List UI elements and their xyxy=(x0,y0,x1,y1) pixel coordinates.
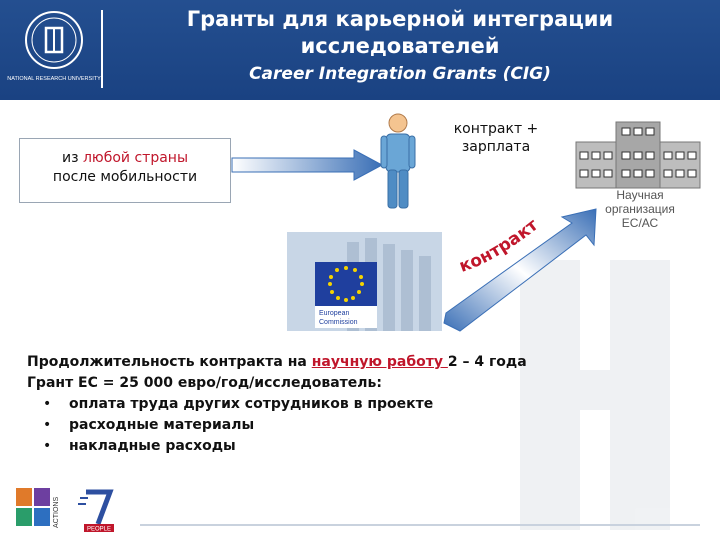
origin-box xyxy=(19,138,231,203)
list-item xyxy=(41,415,677,436)
duration-prefix: Продолжительность контракта на xyxy=(27,354,312,370)
logo-caption: NATIONAL RESEARCH UNIVERSITY xyxy=(7,76,101,82)
logo-separator xyxy=(101,10,103,88)
list-item xyxy=(41,436,677,457)
org-line-3: ЕС/АС xyxy=(621,216,659,230)
ec-logo-line-2: Commission xyxy=(319,319,358,326)
origin-highlight: любой страны xyxy=(82,150,188,166)
org-line-2: организация xyxy=(605,202,675,216)
list-item-text: оплата труда других сотрудников в проекте xyxy=(69,396,434,412)
title-line-2: исследователей xyxy=(300,34,500,58)
cost-list xyxy=(41,394,677,457)
building-icon xyxy=(572,122,704,188)
footer-logos xyxy=(14,484,134,534)
page-subtitle: Career Integration Grants (CIG) xyxy=(249,64,551,84)
duration-line xyxy=(27,352,677,373)
bullet-icon: • xyxy=(43,417,52,433)
research-work-link[interactable]: научную работу xyxy=(311,354,448,370)
origin-prefix: из xyxy=(61,150,83,166)
svg-text:контракт xyxy=(457,215,542,277)
page-title xyxy=(120,6,680,60)
university-logo xyxy=(7,8,101,92)
ec-logo-line-1: European xyxy=(319,310,350,317)
contract-arc-label xyxy=(450,200,560,280)
origin-line-2: после мобильности xyxy=(52,169,198,185)
list-item-text: накладные расходы xyxy=(69,438,236,454)
contract-line-1: контракт + xyxy=(453,121,539,137)
marie-curie-logo xyxy=(16,488,60,528)
organization-label xyxy=(584,188,696,230)
grant-details xyxy=(27,352,677,457)
contract-salary-label xyxy=(426,120,566,156)
mc-actions-text: ACTIONS xyxy=(53,496,60,528)
mobility-arrow xyxy=(232,150,382,180)
list-item-text: расходные материалы xyxy=(69,417,255,433)
bullet-icon: • xyxy=(43,396,52,412)
european-commission-image xyxy=(287,232,442,331)
org-line-1: Научная xyxy=(616,188,664,202)
fp7-logo xyxy=(78,492,114,533)
title-line-1: Гранты для карьерной интеграции xyxy=(186,7,614,31)
contract-arc-text: контракт xyxy=(456,215,542,277)
duration-suffix: 2 – 4 года xyxy=(447,354,527,370)
bullet-icon: • xyxy=(43,438,52,454)
grant-amount-line: Грант ЕС = 25 000 евро/год/исследователь: xyxy=(27,375,382,391)
list-item xyxy=(41,394,677,415)
fp7-people-text: PEOPLE xyxy=(86,526,112,533)
contract-line-2: зарплата xyxy=(461,139,531,155)
origin-line-1 xyxy=(20,149,230,168)
footer-divider xyxy=(140,524,700,526)
researcher-figure xyxy=(378,112,418,210)
header-bar xyxy=(0,0,720,100)
